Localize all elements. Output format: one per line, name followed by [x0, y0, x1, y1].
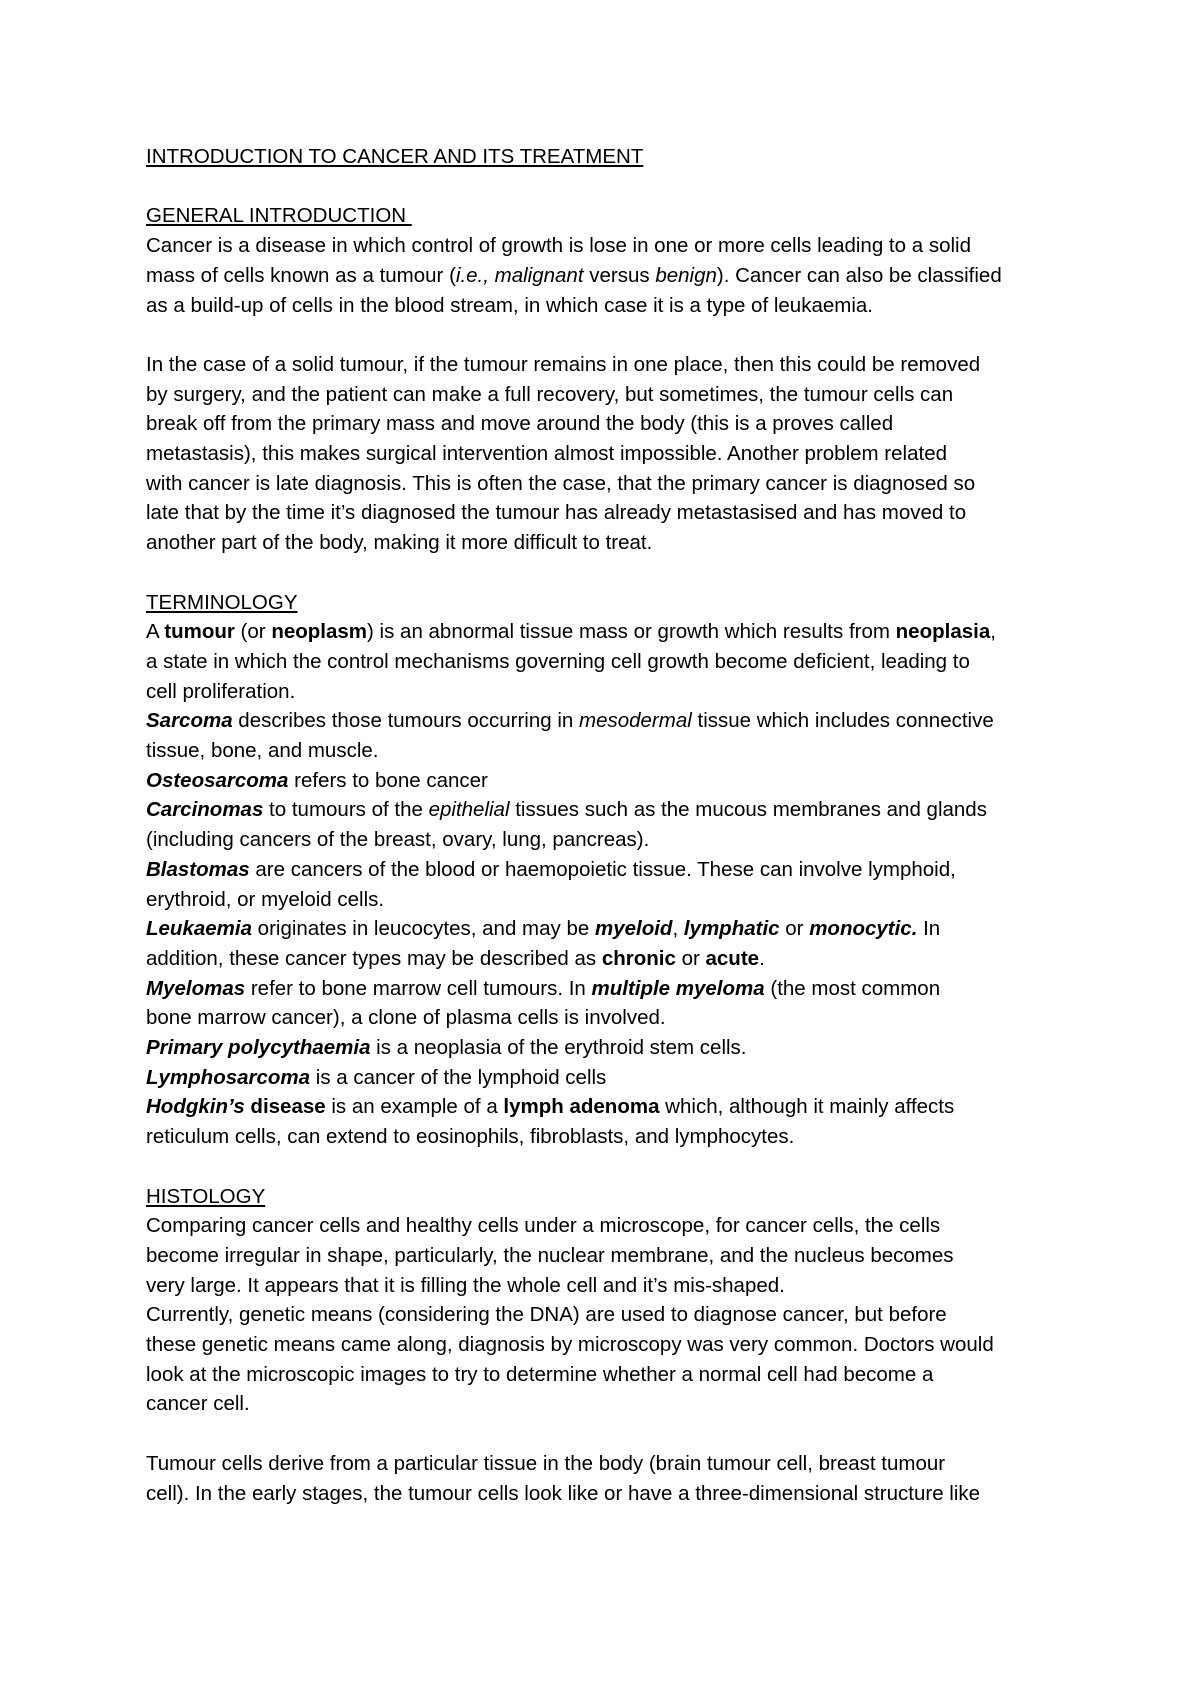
text-line: Lymphosarcoma is a cancer of the lymphoid cells [146, 1065, 607, 1089]
defined-term: Sarcoma [146, 709, 233, 733]
italic-term: epithelial [428, 798, 510, 822]
section-heading-terminology: TERMINOLOGY [146, 590, 298, 614]
histology-paragraph-2 [146, 1449, 1086, 1508]
text-line: look at the microscopic images to try to determine whether a normal cell had become a [146, 1362, 934, 1386]
text-line: bone marrow cancer), a clone of plasma cells is involved. [146, 1006, 666, 1030]
text-line: with cancer is late diagnosis. This is often the case, that the primary cancer is diagnosed so [146, 471, 976, 495]
text-line: by surgery, and the patient can make a full recovery, but sometimes, the tumour cells can [146, 382, 954, 406]
text-line: erythroid, or myeloid cells. [146, 887, 385, 911]
defined-term: Carcinomas [146, 798, 264, 822]
defined-term: Myelomas [146, 976, 246, 1000]
text-line: as a build-up of cells in the blood stream, in which case it is a type of leukaemia. [146, 293, 873, 317]
text-line: Myelomas refer to bone marrow cell tumours. In multiple myeloma (the most common [146, 976, 941, 1000]
spacer [146, 558, 1086, 588]
text-line: Carcinomas to tumours of the epithelial tissues such as the mucous membranes and glands [146, 798, 987, 822]
text-line: cell). In the early stages, the tumour cells look like or have a three-dimensional structure like [146, 1481, 981, 1505]
italic-term: benign [655, 263, 717, 287]
text-line: reticulum cells, can extend to eosinophils, fibroblasts, and lymphocytes. [146, 1125, 795, 1149]
bold-term: chronic [601, 946, 676, 970]
text-line: Primary polycythaemia is a neoplasia of the erythroid stem cells. [146, 1036, 747, 1060]
spacer [146, 320, 1086, 350]
text-line: mass of cells known as a tumour (i.e., malignant versus benign). Cancer can also be classified [146, 263, 1002, 287]
document-title: INTRODUCTION TO CANCER AND ITS TREATMENT [146, 145, 644, 168]
defined-term: Hodgkin’s [146, 1095, 245, 1119]
text-line: Comparing cancer cells and healthy cells under a microscope, for cancer cells, the cells [146, 1214, 941, 1238]
defined-term: Blastomas [146, 857, 250, 881]
defined-term: Primary polycythaemia [146, 1036, 371, 1060]
terminology-definitions [146, 617, 1086, 1152]
defined-term: myeloid [594, 917, 673, 941]
text-line: Blastomas are cancers of the blood or haemopoietic tissue. These can involve lymphoid, [146, 857, 956, 881]
defined-term: Lymphosarcoma [146, 1065, 311, 1089]
text-line: (including cancers of the breast, ovary, lung, pancreas). [146, 828, 650, 852]
spacer [146, 172, 1086, 202]
text-line: a state in which the control mechanisms governing cell growth become deficient, leading to [146, 649, 970, 673]
text-line: very large. It appears that it is filling the whole cell and it’s mis-shaped. [146, 1273, 785, 1297]
text-line: A tumour (or neoplasm) is an abnormal tissue mass or growth which results from neoplasia, [146, 620, 996, 644]
document-body [146, 142, 1086, 1508]
text-line: late that by the time it’s diagnosed the tumour has already metastasised and has moved to [146, 501, 967, 525]
spacer [146, 1419, 1086, 1449]
defined-term: monocytic. [809, 917, 918, 941]
bold-term: disease [250, 1095, 326, 1119]
bold-term: lymph adenoma [503, 1095, 660, 1119]
section-heading-general-introduction: GENERAL INTRODUCTION [146, 204, 412, 228]
defined-term: lymphatic [683, 917, 780, 941]
defined-term: Leukaemia [146, 917, 252, 941]
text-line: cancer cell. [146, 1392, 250, 1416]
text-line: another part of the body, making it more difficult to treat. [146, 531, 653, 555]
defined-term: multiple myeloma [591, 976, 765, 1000]
text-line: cell proliferation. [146, 679, 296, 703]
section-heading-histology: HISTOLOGY [146, 1184, 266, 1208]
text-line: Osteosarcoma refers to bone cancer [146, 768, 488, 792]
italic-term: mesodermal [579, 709, 692, 733]
general-paragraph-2 [146, 350, 1086, 558]
text-line: Currently, genetic means (considering the DNA) are used to diagnose cancer, but before [146, 1303, 947, 1327]
bold-term: acute [705, 946, 760, 970]
text-line: addition, these cancer types may be described as chronic or acute. [146, 946, 765, 970]
text-line: Hodgkin’s disease is an example of a lymph adenoma which, although it mainly affects [146, 1095, 955, 1119]
text-line: Tumour cells derive from a particular tissue in the body (brain tumour cell, breast tumour [146, 1451, 946, 1475]
text-line: metastasis), this makes surgical intervention almost impossible. Another problem related [146, 442, 947, 465]
general-paragraph-1 [146, 231, 1086, 320]
bold-term: neoplasia [895, 620, 991, 644]
text-line: these genetic means came along, diagnosis by microscopy was very common. Doctors would [146, 1333, 994, 1357]
bold-term: neoplasm [271, 620, 368, 644]
text-line: In the case of a solid tumour, if the tumour remains in one place, then this could be removed [146, 352, 981, 376]
text-line: Sarcoma describes those tumours occurring in mesodermal tissue which includes connective [146, 709, 994, 733]
defined-term: Osteosarcoma [146, 768, 289, 792]
text-line: tissue, bone, and muscle. [146, 739, 379, 763]
text-line: Leukaemia originates in leucocytes, and may be myeloid, lymphatic or monocytic. In [146, 917, 941, 941]
text-line: Cancer is a disease in which control of growth is lose in one or more cells leading to a solid [146, 234, 971, 258]
histology-paragraph-1 [146, 1211, 1086, 1419]
text-line: break off from the primary mass and move around the body (this is a proves called [146, 412, 894, 436]
italic-term: i.e., malignant [455, 263, 584, 287]
bold-term: tumour [164, 620, 235, 644]
spacer [146, 1152, 1086, 1182]
text-line: become irregular in shape, particularly, the nuclear membrane, and the nucleus becomes [146, 1243, 954, 1267]
